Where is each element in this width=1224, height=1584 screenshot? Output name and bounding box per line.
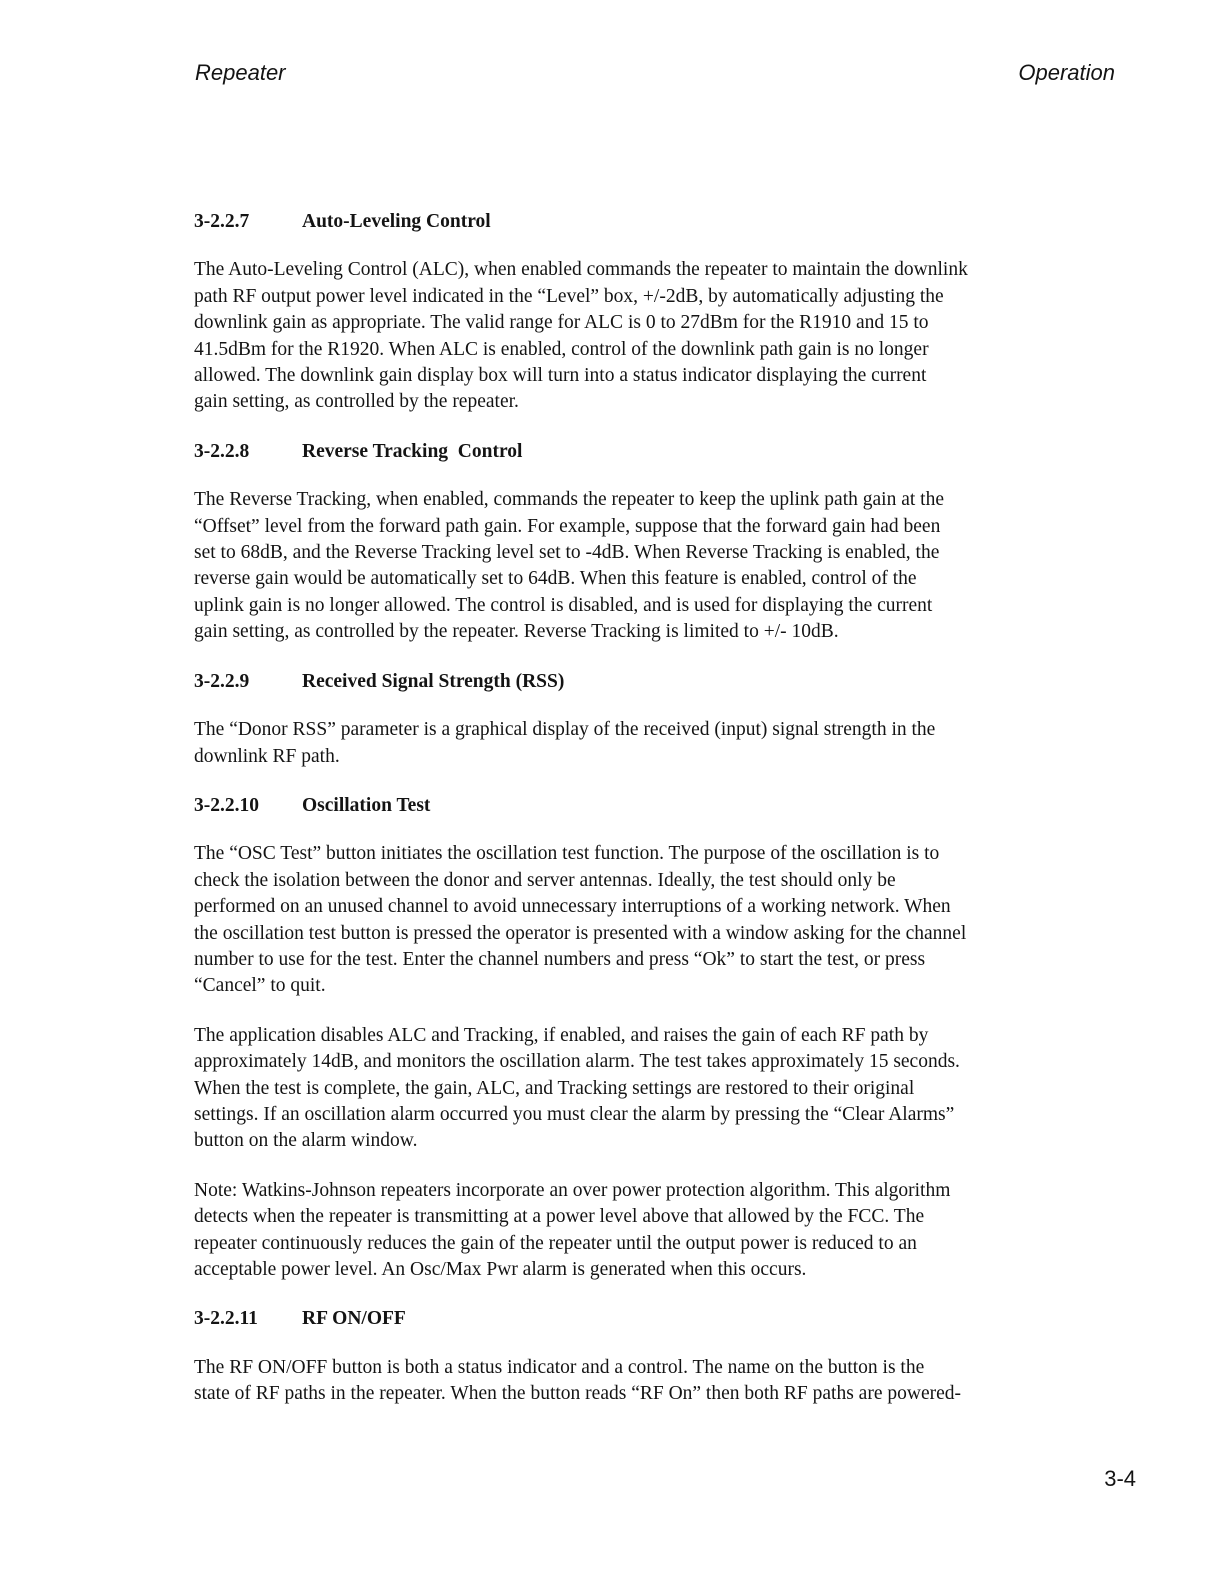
text-line: The “OSC Test” button initiates the oscillation test function. The purpose of the oscillation is to [194,843,940,865]
section-number: 3-2.2.8 [194,440,250,462]
paragraph-note [194,1178,1074,1284]
section-number: 3-2.2.7 [194,211,250,232]
text-line: state of RF paths in the repeater. When the button reads “RF On” then both RF paths are powered- [194,1383,961,1405]
text-line: When the test is complete, the gain, ALC, and Tracking settings are restored to their original [194,1077,915,1099]
text-line: approximately 14dB, and monitors the oscillation alarm. The test takes approximately 15 seconds. [194,1051,960,1073]
text-line: downlink gain as appropriate. The valid range for ALC is 0 to 27dBm for the R1910 and 15 to [194,312,929,334]
text-line: uplink gain is no longer allowed. The control is disabled, and is used for displaying the current [194,594,933,616]
section-title: Auto-Leveling Control [302,211,491,232]
text-line: The RF ON/OFF button is both a status indicator and a control. The name on the button is the [194,1356,925,1378]
paragraph-osc-procedure [194,1023,1074,1155]
running-header [195,60,1115,90]
section-heading-3-2-2-10 [194,793,1074,819]
header-left: Repeater [195,60,286,85]
page-number: 3-4 [1104,1466,1136,1491]
section-number: 3-2.2.9 [194,670,250,692]
section-title: Received Signal Strength (RSS) [302,670,565,692]
document-body [194,209,1074,1408]
paragraph-osc-test [194,841,1074,999]
text-line: “Cancel” to quit. [194,975,326,997]
section-heading-3-2-2-9 [194,669,1074,695]
text-line: 41.5dBm for the R1920. When ALC is enabled, control of the downlink path gain is no longer [194,338,929,360]
section-title: RF ON/OFF [302,1308,406,1330]
text-line: button on the alarm window. [194,1130,418,1152]
section-heading-3-2-2-8 [194,439,1074,465]
section-heading-3-2-2-7 [194,209,1074,235]
paragraph-alc [194,257,1074,415]
text-line: The application disables ALC and Tracking, if enabled, and raises the gain of each RF path by [194,1024,929,1046]
paragraph-rss [194,717,1074,770]
section-number: 3-2.2.10 [194,794,259,816]
text-line: settings. If an oscillation alarm occurred you must clear the alarm by pressing the “Clear Alarms” [194,1103,955,1125]
text-line: performed on an unused channel to avoid unnecessary interruptions of a working network. When [194,896,951,918]
text-line: downlink RF path. [194,745,340,767]
text-line: “Offset” level from the forward path gain. For example, suppose that the forward gain had been [194,515,941,537]
text-line: The “Donor RSS” parameter is a graphical display of the received (input) signal strength in the [194,719,936,741]
text-line: gain setting, as controlled by the repeater. Reverse Tracking is limited to +/- 10dB. [194,621,839,643]
text-line: check the isolation between the donor and server antennas. Ideally, the test should only be [194,869,896,891]
header-right: Operation [1018,60,1115,85]
paragraph-rf-onoff [194,1355,1074,1408]
text-line: The Auto-Leveling Control (ALC), when enabled commands the repeater to maintain the downlink [194,259,968,281]
text-line: The Reverse Tracking, when enabled, commands the repeater to keep the uplink path gain at the [194,489,944,511]
text-line: repeater continuously reduces the gain of the repeater until the output power is reduced to an [194,1232,917,1254]
text-line: number to use for the test. Enter the channel numbers and press “Ok” to start the test, or press [194,948,926,970]
paragraph-reverse-tracking [194,487,1074,645]
section-title: Oscillation Test [302,794,431,816]
text-line: set to 68dB, and the Reverse Tracking level set to -4dB. When Reverse Tracking is enabled, the [194,542,940,564]
text-line: the oscillation test button is pressed the operator is presented with a window asking for the channel [194,922,967,944]
section-number: 3-2.2.11 [194,1308,258,1330]
text-line: reverse gain would be automatically set to 64dB. When this feature is enabled, control of the [194,568,917,590]
text-line: detects when the repeater is transmitting at a power level above that allowed by the FCC. The [194,1206,925,1228]
text-line: gain setting, as controlled by the repeater. [194,391,519,413]
section-heading-3-2-2-11 [194,1306,1074,1332]
text-line: path RF output power level indicated in the “Level” box, +/-2dB, by automatically adjusting the [194,285,944,307]
section-title: Reverse Tracking Control [302,440,523,462]
text-line: allowed. The downlink gain display box will turn into a status indicator displaying the current [194,365,927,387]
text-line: Note: Watkins-Johnson repeaters incorporate an over power protection algorithm. This algorithm [194,1179,951,1201]
text-line: acceptable power level. An Osc/Max Pwr alarm is generated when this occurs. [194,1259,807,1280]
